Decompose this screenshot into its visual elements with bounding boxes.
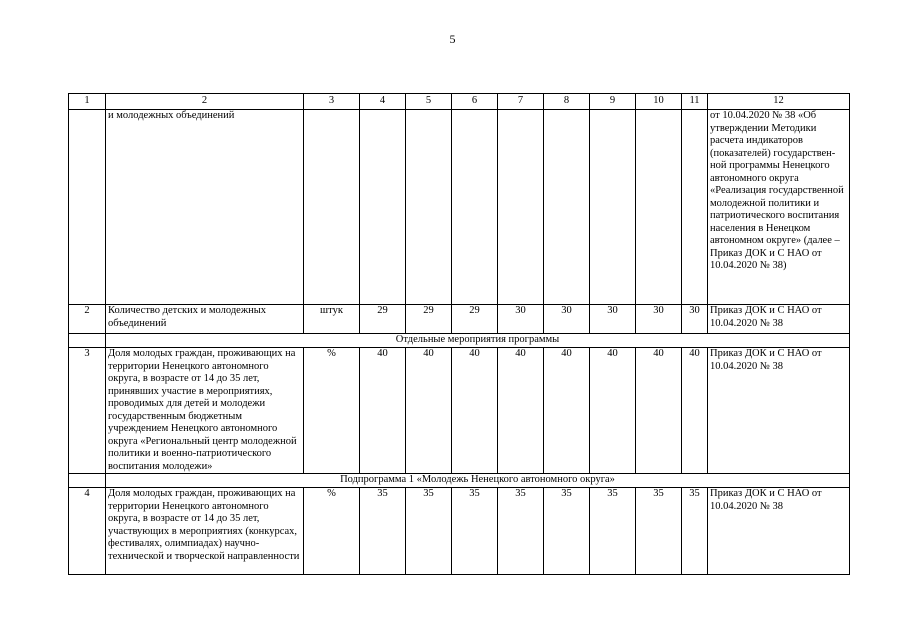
header-cell: 12 [708, 94, 850, 110]
header-cell: 10 [636, 94, 682, 110]
value-cell: 40 [452, 348, 498, 474]
value-cell: 29 [406, 305, 452, 334]
table-cell [636, 110, 682, 305]
section-row [69, 474, 850, 488]
source-document: от 10.04.2020 № 38 «Об утверждении Методики расчета индикаторов (показателей) государствен-ной программы Ненецкого автономного округа «Реализация государственной молодежной политики и патриотического воспитания населения в Ненецком автономном округе» (далее – Приказ ДОК и С НАО от 10.04.2020 № 38) [708, 110, 850, 305]
source-document: Приказ ДОК и С НАО от 10.04.2020 № 38 [708, 488, 850, 575]
header-cell: 2 [106, 94, 304, 110]
unit: штук [304, 305, 360, 334]
table-row [69, 348, 850, 474]
header-cell: 3 [304, 94, 360, 110]
section-title: Отдельные мероприятия программы [106, 334, 850, 348]
header-cell: 5 [406, 94, 452, 110]
value-cell: 35 [544, 488, 590, 575]
value-cell: 40 [360, 348, 406, 474]
table-cell [69, 334, 106, 348]
page-number: 5 [449, 32, 456, 46]
table-row [69, 488, 850, 575]
value-cell: 35 [636, 488, 682, 575]
indicator-name: и молодежных объединений [106, 110, 304, 305]
value-cell: 40 [498, 348, 544, 474]
table-cell [452, 110, 498, 305]
value-cell: 35 [406, 488, 452, 575]
header-row [69, 94, 850, 110]
table-cell [69, 110, 106, 305]
source-document: Приказ ДОК и С НАО от 10.04.2020 № 38 [708, 348, 850, 474]
header-cell: 7 [498, 94, 544, 110]
value-cell: 35 [682, 488, 708, 575]
value-cell: 40 [636, 348, 682, 474]
table-cell [590, 110, 636, 305]
value-cell: 40 [590, 348, 636, 474]
table-cell [498, 110, 544, 305]
indicator-name: Доля молодых граждан, проживающих на территории Ненецкого автономного округа, в возрасте от 14 до 35 лет, участвующих в мероприятиях (конкурсах, фестивалях, олимпиадах) научно-технической и творческой направленности [106, 488, 304, 575]
value-cell: 40 [406, 348, 452, 474]
table-cell [544, 110, 590, 305]
header-cell: 8 [544, 94, 590, 110]
section-title: Подпрограмма 1 «Молодежь Ненецкого автономного округа» [106, 474, 850, 488]
row-number: 2 [69, 305, 106, 334]
row-number: 3 [69, 348, 106, 474]
table-row [69, 305, 850, 334]
header-cell: 11 [682, 94, 708, 110]
unit: % [304, 488, 360, 575]
value-cell: 35 [360, 488, 406, 575]
table-cell [682, 110, 708, 305]
header-cell: 4 [360, 94, 406, 110]
value-cell: 35 [498, 488, 544, 575]
table-row [69, 110, 850, 305]
value-cell: 35 [452, 488, 498, 575]
indicator-name: Количество детских и молодежных объединений [106, 305, 304, 334]
value-cell: 30 [682, 305, 708, 334]
table-cell [406, 110, 452, 305]
value-cell: 30 [636, 305, 682, 334]
header-cell: 9 [590, 94, 636, 110]
value-cell: 30 [590, 305, 636, 334]
value-cell: 35 [590, 488, 636, 575]
table-cell [304, 110, 360, 305]
unit: % [304, 348, 360, 474]
value-cell: 29 [360, 305, 406, 334]
value-cell: 30 [544, 305, 590, 334]
table-cell [69, 474, 106, 488]
row-number: 4 [69, 488, 106, 575]
section-row [69, 334, 850, 348]
indicator-name: Доля молодых граждан, проживающих на территории Ненецкого автономного округа, в возрасте от 14 до 35 лет, принявших участие в мероприятиях, проводимых для детей и молодежи государственным бюджетным учреждением Ненецкого автономного округа «Региональный центр молодежной политики и военно-патриотического воспитания молодежи» [106, 348, 304, 474]
value-cell: 30 [498, 305, 544, 334]
value-cell: 29 [452, 305, 498, 334]
indicators-table [68, 93, 850, 575]
value-cell: 40 [544, 348, 590, 474]
source-document: Приказ ДОК и С НАО от 10.04.2020 № 38 [708, 305, 850, 334]
header-cell: 1 [69, 94, 106, 110]
table-cell [360, 110, 406, 305]
value-cell: 40 [682, 348, 708, 474]
header-cell: 6 [452, 94, 498, 110]
